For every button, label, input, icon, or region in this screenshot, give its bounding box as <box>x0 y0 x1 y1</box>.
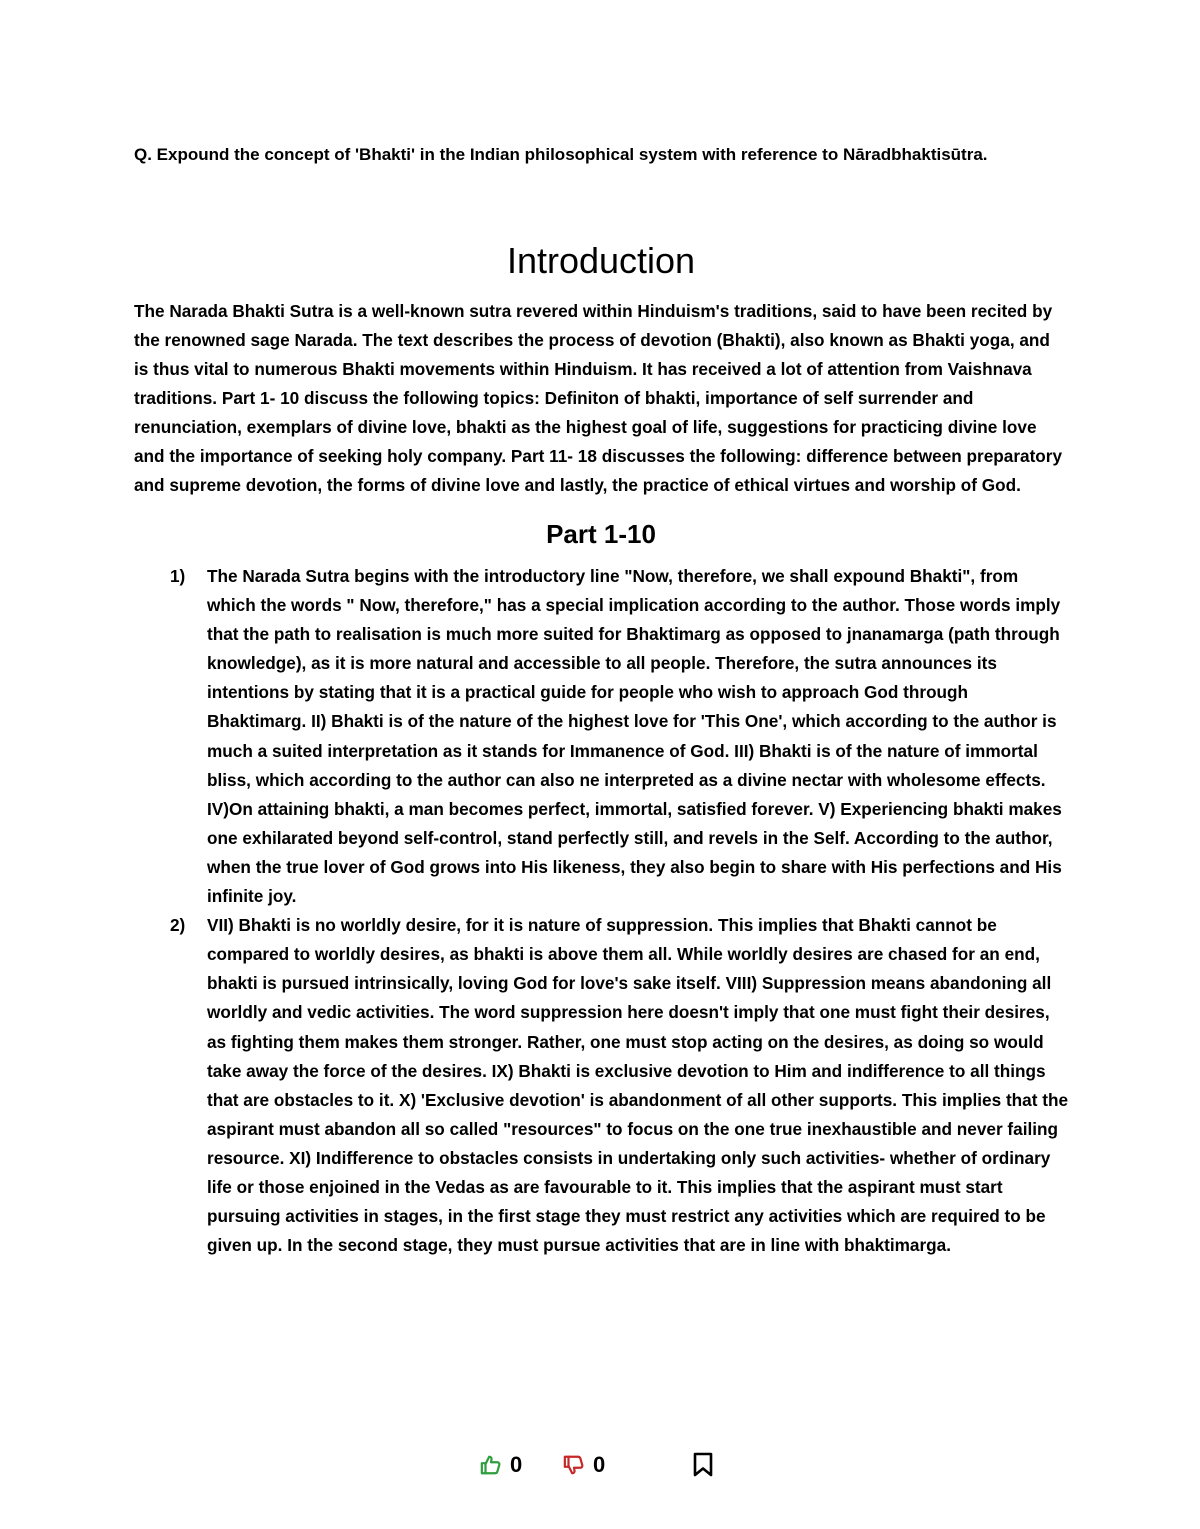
list-item <box>134 911 1068 1260</box>
part-heading: Part 1-10 <box>546 519 656 549</box>
question-text: Q. Expound the concept of 'Bhakti' in the Indian philosophical system with reference to Nāradbhaktisūtra. <box>134 145 988 164</box>
like-count: 0 <box>510 1452 523 1477</box>
list-item-number: 1) <box>170 566 186 586</box>
intro-paragraph: The Narada Bhakti Sutra is a well-known sutra revered within Hinduism's traditions, said to have been recited by the renowned sage Narada. The text describes the process of devotion (Bhakti), also known as Bhakti yoga, and is thus vital to numerous Bhakti movements within Hinduism. It has received a lot of attention from Vaishnava traditions. Part 1- 10 discuss the following topics: Definiton of bhakti, importance of self surrender and renunciation, exemplars of divine love, bhakti as the highest goal of life, suggestions for practicing divine love and the importance of seeking holy company. Part 11- 18 discusses the following: difference between preparatory and supreme devotion, the forms of divine love and lastly, the practice of ethical virtues and worship of God. <box>134 301 1063 495</box>
like-button[interactable] <box>480 1452 522 1478</box>
list-item-text: The Narada Sutra begins with the introductory line "Now, therefore, we shall expound Bhakti", from which the words " Now, therefore," has a special implication according to the author. Those words imply that the path to realisation is much more suited for Bhaktimarg as opposed to jnanamarga (path through knowledge), as it is more natural and accessible to all people. Therefore, the sutra announces its intentions by stating that it is a practical guide for people who wish to approach God through Bhaktimarg. II) Bhakti is of the nature of the highest love for 'This One', which according to the author is much a suited interpretation as it stands for Immanence of God. III) Bhakti is of the nature of immortal bliss, which according to the author can also ne interpreted as a divine nectar with wholesome effects. IV)On attaining bhakti, a man becomes perfect, immortal, satisfied forever. V) Experiencing bhakti makes one exhilarated beyond self-control, stand perfectly still, and revels in the Self. According to the author, when the true lover of God grows into His likeness, they also begin to share with His perfections and His infinite joy. <box>207 566 1062 907</box>
parts-list <box>134 562 1068 1260</box>
dislike-count: 0 <box>593 1452 606 1477</box>
thumbs-down-icon <box>563 1454 585 1476</box>
list-item <box>134 562 1068 911</box>
dislike-button[interactable] <box>563 1452 605 1478</box>
feedback-bar <box>0 1448 1200 1488</box>
document-page <box>134 140 1068 1260</box>
bookmark-button[interactable] <box>692 1452 714 1478</box>
list-item-text: VII) Bhakti is no worldly desire, for it is nature of suppression. This implies that Bhakti cannot be compared to worldly desires, as bhakti is above them all. While worldly desires are chased for an end, bhakti is pursued intrinsically, loving God for love's sake itself. VIII) Suppression means abandoning all worldly and vedic activities. The word suppression here doesn't imply that one must fight their desires, as fighting them makes them stronger. Rather, one must stop acting on the desires, as doing so would take away the force of the desires. IX) Bhakti is exclusive devotion to Him and indifference to all things that are obstacles to it. X) 'Exclusive devotion' is abandonment of all other supports. This implies that the aspirant must abandon all so called "resources" to focus on the one true inexhaustible and never failing resource. XI) Indifference to obstacles consists in undertaking only such activities- whether of ordinary life or those enjoined in the Vedas as are favourable to it. This implies that the aspirant must start pursuing activities in stages, in the first stage they must restrict any activities which are required to be given up. In the second stage, they must pursue activities that are in line with bhaktimarga. <box>207 915 1069 1256</box>
thumbs-up-icon <box>480 1454 502 1476</box>
intro-heading: Introduction <box>506 240 696 281</box>
list-item-number: 2) <box>170 915 186 936</box>
bookmark-icon <box>692 1452 714 1478</box>
